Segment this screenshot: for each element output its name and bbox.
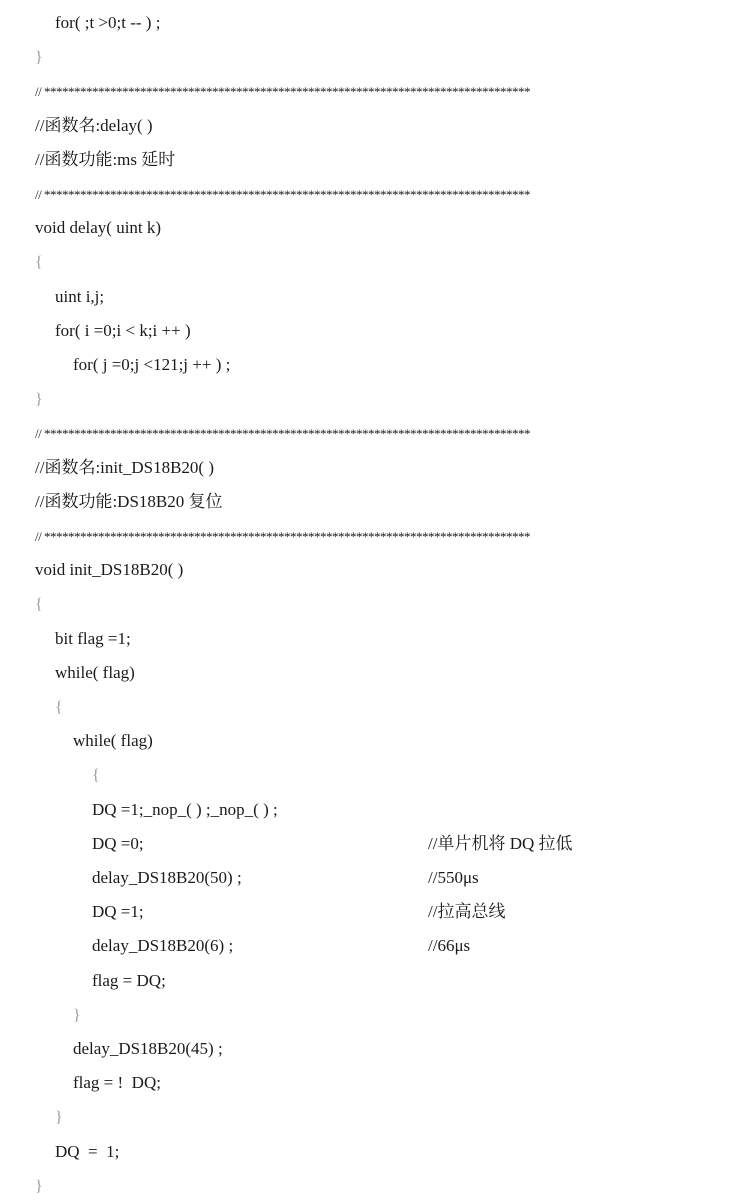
code-line [73, 1066, 161, 1100]
code-line [35, 177, 530, 211]
code-line [73, 998, 81, 1032]
code-line [55, 1100, 63, 1134]
code-text: } [35, 1177, 43, 1195]
code-line [35, 553, 183, 587]
code-line [55, 314, 191, 348]
code-line [35, 382, 43, 416]
code-text: // ********************************************************************************* [35, 529, 530, 544]
code-text: DQ = 1; [55, 1141, 120, 1161]
code-line [55, 6, 160, 40]
code-text: flag = ! DQ; [73, 1073, 161, 1093]
code-text: delay_DS18B20(50) ; [92, 868, 242, 887]
code-line [35, 109, 153, 143]
code-text: } [55, 1109, 63, 1127]
code-line [55, 656, 135, 690]
code-line [73, 348, 230, 382]
code-text: } [35, 49, 43, 67]
code-text: //函数功能:ms 延时 [35, 149, 176, 169]
code-text: { [35, 254, 43, 272]
code-line [73, 1032, 223, 1066]
code-line [92, 758, 100, 792]
code-line [35, 211, 161, 245]
code-text: // ********************************************************************************* [35, 187, 530, 202]
inline-comment: //单片机将 DQ 拉低 [428, 833, 573, 853]
code-text: DQ =0; [92, 833, 144, 853]
code-line [35, 143, 175, 177]
code-text: } [35, 391, 43, 409]
code-text: void init_DS18B20( ) [35, 560, 184, 580]
code-line [92, 861, 479, 895]
code-text: //函数名:delay( ) [35, 115, 153, 135]
code-line [92, 793, 278, 827]
code-line [35, 1169, 43, 1203]
code-line [35, 587, 43, 621]
code-text: DQ =1; [92, 902, 144, 922]
code-line [35, 416, 530, 450]
code-line [55, 1135, 119, 1169]
code-text: //函数功能:DS18B20 复位 [35, 491, 223, 511]
code-text: bit flag =1; [55, 628, 131, 648]
code-line [55, 690, 63, 724]
code-line [92, 827, 573, 861]
code-line [35, 451, 214, 485]
inline-comment: //拉高总线 [428, 902, 506, 922]
code-text: for( j =0;j <121;j ++ ) ; [73, 355, 231, 374]
code-text: for( ;t >0;t -- ) ; [55, 13, 161, 32]
code-text: // ********************************************************************************* [35, 84, 530, 100]
code-line [35, 245, 43, 279]
code-line [92, 964, 166, 998]
code-text: while( flag) [73, 731, 153, 751]
code-text: } [73, 1006, 81, 1024]
code-text: while( flag) [55, 662, 135, 682]
inline-comment: //66μs [428, 936, 471, 956]
code-text: //函数名:init_DS18B20( ) [35, 457, 214, 477]
inline-comment: //550μs [428, 868, 479, 887]
code-text: void delay( uint k) [35, 218, 162, 238]
code-line [92, 895, 506, 929]
code-line [35, 519, 530, 553]
code-text: delay_DS18B20(6) ; [92, 936, 234, 956]
code-text: { [92, 767, 100, 785]
code-text: { [35, 596, 43, 614]
code-line [92, 929, 471, 963]
code-line [35, 40, 43, 74]
code-line [35, 74, 530, 108]
code-text: { [55, 699, 63, 716]
code-text: DQ =1;_nop_( ) ;_nop_( ) ; [92, 799, 278, 819]
code-text: for( i =0;i < k;i ++ ) [55, 320, 191, 340]
code-line [35, 485, 223, 519]
code-text: uint i,j; [55, 286, 105, 306]
code-text: flag = DQ; [92, 970, 166, 990]
code-line [55, 280, 104, 314]
code-text: // ********************************************************************************* [35, 426, 530, 442]
code-line [73, 724, 153, 758]
code-line [55, 622, 131, 656]
code-text: delay_DS18B20(45) ; [73, 1039, 223, 1058]
